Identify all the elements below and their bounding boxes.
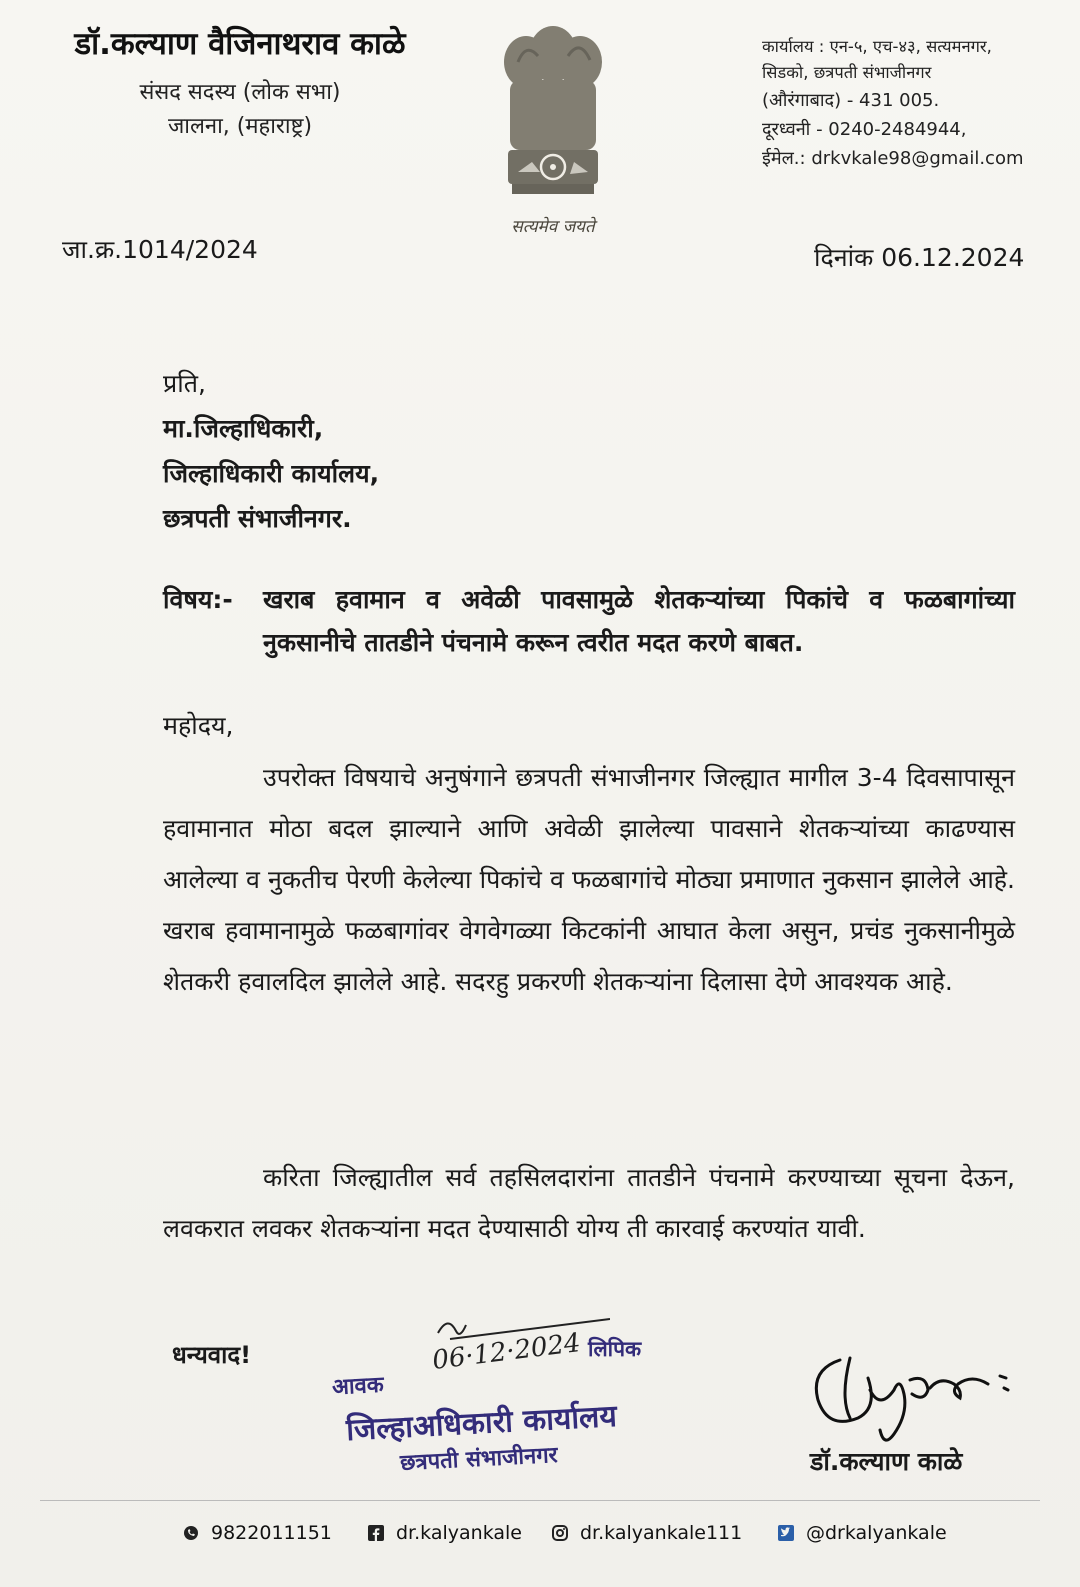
stamp-city: छत्रपती संभाजीनगर — [399, 1442, 559, 1477]
salutation: महोदय, — [163, 711, 234, 740]
recipient-prefix: प्रति, — [163, 369, 206, 398]
sender-constituency: जालना, (महाराष्ट्र) — [167, 114, 313, 139]
closing-thanks: धन्यवाद! — [172, 1341, 252, 1369]
office-address-line-1: कार्यालय : एन-५, एच-४३, सत्यमनगर, — [762, 37, 992, 56]
inward-stamp — [320, 1305, 720, 1480]
facebook-handle: dr.kalyankale — [396, 1522, 522, 1544]
signature-icon — [800, 1340, 1030, 1450]
whatsapp-number: 9822011151 — [211, 1522, 332, 1544]
recipient-city: छत्रपती संभाजीनगर. — [163, 504, 352, 533]
subject-label: विषय:- — [163, 585, 233, 614]
subject-text: खराब हवामान व अवेळी पावसामुळे शेतकऱ्यांच्या पिकांचे व फळबागांच्या नुकसानीचे तातडीने पंचनामे करून त्वरीत मदत करणे बाबत. — [263, 585, 1015, 657]
stamp-inward: आवक — [331, 1372, 385, 1401]
whatsapp-icon — [183, 1525, 199, 1541]
stamp-date: 06·12·2024 — [430, 1328, 583, 1376]
signatory-name: डॉ.कल्याण काळे — [810, 1447, 963, 1476]
instagram-handle: dr.kalyankale111 — [580, 1522, 743, 1544]
reference-number: जा.क्र.1014/2024 — [62, 235, 258, 264]
sender-designation: संसद सदस्य (लोक सभा) — [139, 80, 341, 105]
facebook-icon — [368, 1525, 384, 1541]
body-paragraph-1: उपरोक्त विषयाचे अनुषंगाने छत्रपती संभाजीनगर जिल्ह्यात मागील 3-4 दिवसापासून हवामानात मोठा बदल झाल्याने आणि अवेळी झालेल्या पावसाने शेतकऱ्यांच्या काढण्यास आलेल्या व नुकतीच पेरणी केलेल्या पिकांचे व फळबागांचे मोठ्या प्रमाणात नुकसान झालेले आहे. खराब हवामानामुळे फळबागांवर वेगवेगळ्या किटकांनी आघात केला असुन, प्रचंड नुकसानीमुळे शेतकरी हवालदिल झालेले आहे. सदरहु प्रकरणी शेतकऱ्यांना दिलासा देणे आवश्यक आहे. — [163, 763, 1015, 996]
recipient-title: मा.जिल्हाधिकारी, — [163, 414, 324, 443]
twitter-handle: @drkalyankale — [806, 1522, 947, 1544]
footer-facebook — [368, 1522, 522, 1544]
sender-name: डॉ.कल्याण वैजिनाथराव काळे — [74, 26, 406, 62]
national-emblem-icon — [478, 22, 628, 244]
letter-date: दिनांक 06.12.2024 — [814, 243, 1025, 272]
stamp-office: जिल्हाअधिकारी कार्यालय — [345, 1398, 618, 1449]
footer-whatsapp — [183, 1522, 332, 1544]
emblem-motto: सत्यमेव जयते — [511, 217, 595, 237]
instagram-icon — [552, 1525, 568, 1541]
office-phone: दूरध्वनी - 0240-2484944, — [762, 119, 967, 140]
footer-divider — [40, 1500, 1040, 1501]
office-address-line-3: (औरंगाबाद) - 431 005. — [762, 90, 940, 111]
footer-twitter — [778, 1522, 947, 1544]
footer-instagram — [552, 1522, 742, 1544]
stamp-clerk: लिपिक — [588, 1337, 642, 1361]
twitter-icon — [778, 1525, 794, 1541]
office-email: ईमेल.: drkvkale98@gmail.com — [762, 148, 1024, 169]
footer-contacts — [0, 1500, 1080, 1587]
recipient-office: जिल्हाधिकारी कार्यालय, — [163, 459, 380, 488]
body-paragraph-2: करिता जिल्ह्यातील सर्व तहसिलदारांना तातडीने पंचनामे करण्याच्या सूचना देऊन, लवकरात लवकर शेतकऱ्यांना मदत देण्यासाठी योग्य ती कारवाई करण्यांत यावी. — [163, 1163, 1015, 1243]
office-address-line-2: सिडको, छत्रपती संभाजीनगर — [762, 63, 932, 82]
